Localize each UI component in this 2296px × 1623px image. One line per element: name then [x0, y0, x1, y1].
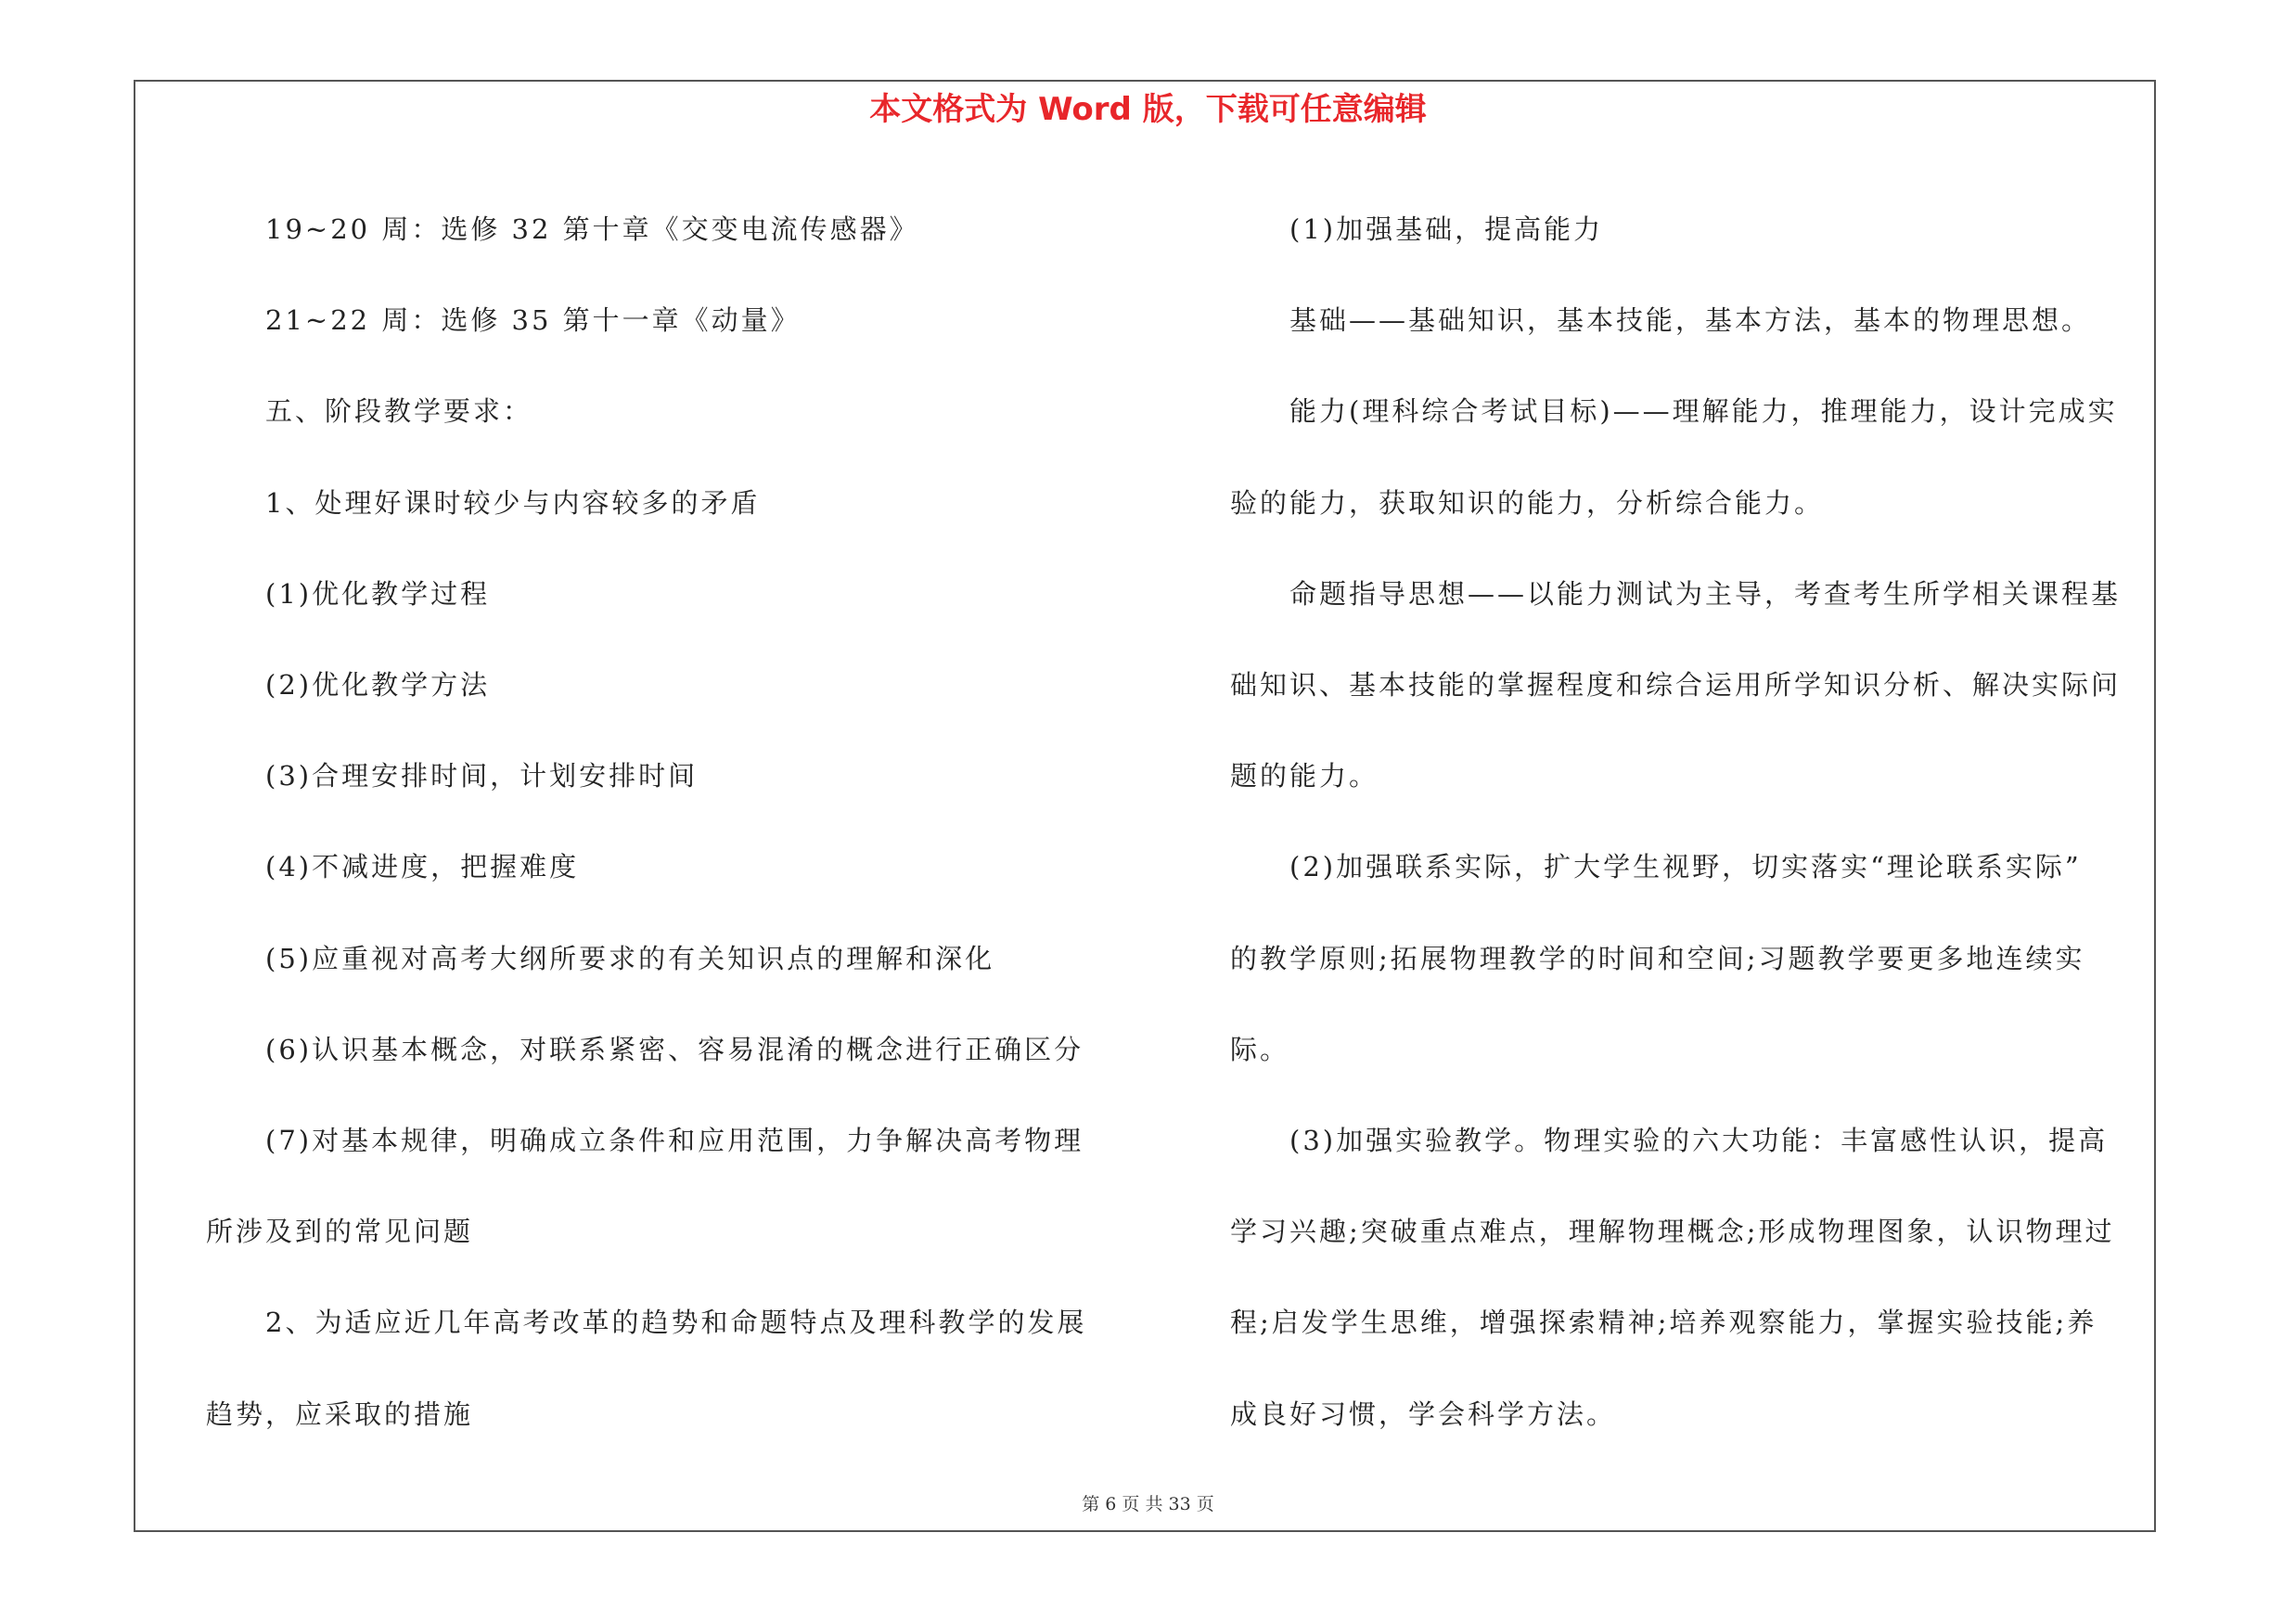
text-line: (5)应重视对高考大纲所要求的有关知识点的理解和深化 [265, 942, 995, 974]
text-line: 的教学原则;拓展物理教学的时间和空间;习题教学要更多地连续实 [1230, 942, 2085, 974]
text-line: 学习兴趣;突破重点难点，理解物理概念;形成物理图象，认识物理过 [1230, 1216, 2115, 1248]
text-line: (2)优化教学方法 [265, 669, 491, 702]
text-line: 基础——基础知识，基本技能，基本方法，基本的物理思想。 [1289, 304, 2092, 337]
text-line: 2、为适应近几年高考改革的趋势和命题特点及理科教学的发展 [265, 1307, 1087, 1339]
text-line: (2)加强联系实际，扩大学生视野，切实落实“理论联系实际” [1289, 851, 2082, 883]
text-line: 五、阶段教学要求： [265, 395, 533, 428]
text-line: 所涉及到的常见问题 [206, 1216, 474, 1248]
text-line: (3)合理安排时间，计划安排时间 [265, 760, 699, 792]
text-line: 21~22 周：选修 35 第十一章《动量》 [265, 304, 801, 337]
text-line: (1)加强基础，提高能力 [1289, 213, 1604, 245]
text-line: 趋势，应采取的措施 [206, 1398, 474, 1430]
text-line: (7)对基本规律，明确成立条件和应用范围，力争解决高考物理 [265, 1125, 1084, 1157]
text-line: 验的能力，获取知识的能力，分析综合能力。 [1230, 486, 1825, 519]
text-line: 程;启发学生思维，增强探索精神;培养观察能力，掌握实验技能;养 [1230, 1307, 2097, 1339]
text-line: 题的能力。 [1230, 760, 1379, 792]
text-line: 际。 [1230, 1033, 1290, 1065]
text-line: 础知识、基本技能的掌握程度和综合运用所学知识分析、解决实际问 [1230, 669, 2122, 702]
text-line: 能力(理科综合考试目标)——理解能力，推理能力，设计完成实 [1289, 395, 2118, 428]
text-line: 19~20 周：选修 32 第十章《交变电流传感器》 [265, 213, 919, 245]
text-line: (3)加强实验教学。物理实验的六大功能：丰富感性认识，提高 [1289, 1125, 2109, 1157]
format-banner: 本文格式为 Word 版，下载可任意编辑 [869, 91, 1427, 128]
text-line: 1、处理好课时较少与内容较多的矛盾 [265, 486, 761, 519]
page-number: 第 6 页 共 33 页 [1082, 1494, 1214, 1514]
text-line: (6)认识基本概念，对联系紧密、容易混淆的概念进行正确区分 [265, 1033, 1084, 1065]
left-column [206, 184, 1115, 1460]
text-line: (4)不减进度，把握难度 [265, 851, 580, 883]
right-column [1230, 184, 2139, 1460]
text-line: 成良好习惯，学会科学方法。 [1230, 1398, 1617, 1430]
text-line: (1)优化教学过程 [265, 577, 491, 610]
text-line: 命题指导思想——以能力测试为主导，考查考生所学相关课程基 [1289, 577, 2122, 610]
